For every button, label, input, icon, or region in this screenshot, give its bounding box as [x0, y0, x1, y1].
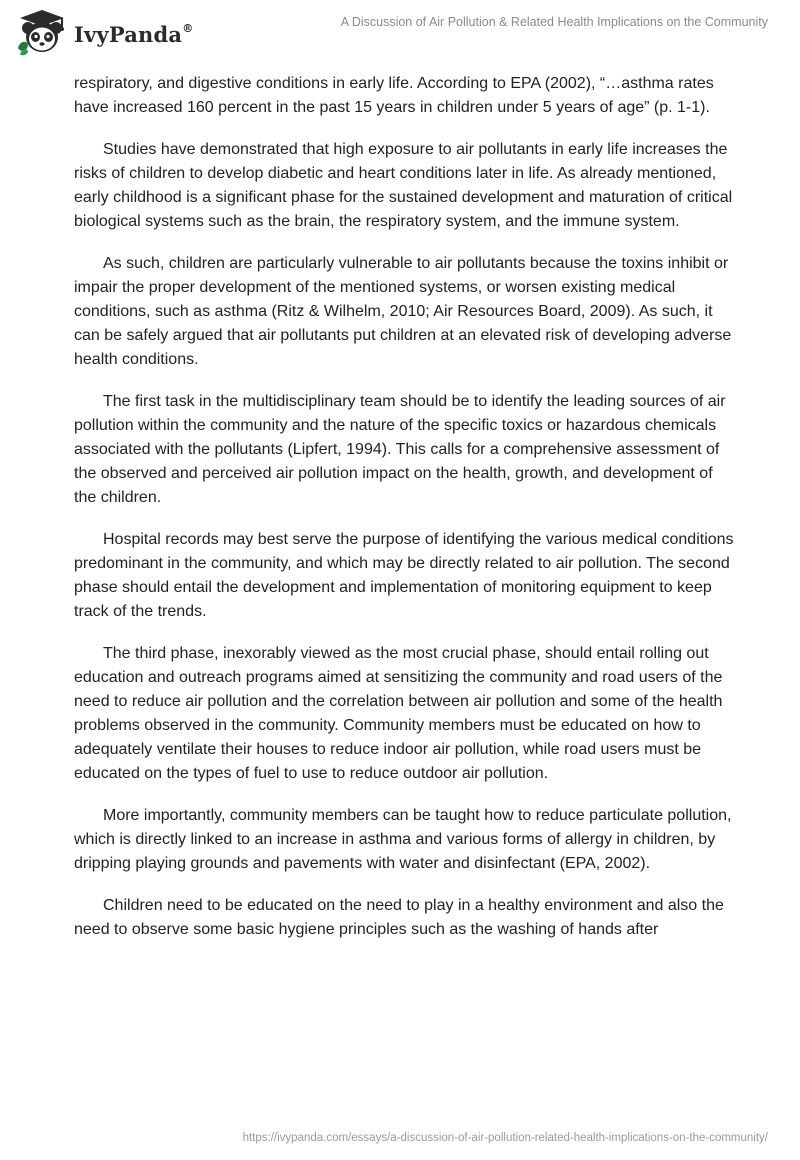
- paragraph-4: The first task in the multidisciplinary team should be to identify the leading sources of air pollution within the community and the nature of the specific toxics or hazardous chemicals associated with the pollutants (Lipfert, 1994). This calls for a comprehensive assessment of the observed and perceived air pollution impact on the health, growth, and development of the children.: [74, 393, 726, 506]
- paragraph-8: Children need to be educated on the need to play in a healthy environment and also the need to observe some basic hygiene principles such as the washing of hands after: [74, 897, 724, 938]
- source-url[interactable]: https://ivypanda.com/essays/a-discussion-of-air-pollution-related-health-implications-on-the-community/: [242, 1132, 768, 1144]
- paragraph-2: Studies have demonstrated that high exposure to air pollutants in early life increases the risks of children to develop diabetic and heart conditions later in life. As already mentioned, early childhood is a significant phase for the sustained development and maturation of critical biological systems such as the brain, the respiratory system, and the immune system.: [74, 141, 733, 230]
- panda-graduate-icon: [14, 8, 70, 56]
- paragraph-3: As such, children are particularly vulnerable to air pollutants because the toxins inhibit or impair the proper development of the mentioned systems, or worsen existing medical conditions, such as asthma (Ritz & Wilhelm, 2010; Air Resources Board, 2009). As such, it can be safely argued that air pollutants put children at an elevated risk of developing adverse health conditions.: [74, 255, 732, 368]
- logo-text: IvyPanda®: [74, 21, 194, 47]
- registered-mark: ®: [182, 21, 194, 35]
- page-header: [0, 0, 800, 70]
- ivypanda-logo[interactable]: [14, 8, 193, 56]
- document-title: A Discussion of Air Pollution & Related Health Implications on the Community: [340, 15, 768, 29]
- essay-body: [74, 72, 734, 960]
- paragraph-7: More importantly, community members can be taught how to reduce particulate pollution, which is directly linked to an increase in asthma and various forms of allergy in children, by dripping playing grounds and pavements with water and disinfectant (EPA, 2002).: [74, 807, 732, 872]
- paragraph-1: respiratory, and digestive conditions in early life. According to EPA (2002), “…asthma rates have increased 160 percent in the past 15 years in children under 5 years of age” (p. 1-1).: [74, 75, 714, 116]
- paragraph-6: The third phase, inexorably viewed as the most crucial phase, should entail rolling out education and outreach programs aimed at sensitizing the community and road users of the need to reduce air pollution and the correlation between air pollution and some of the health problems observed in the community. Community members must be educated on how to adequately ventilate their houses to reduce indoor air pollution, while road users must be educated on the types of fuel to use to reduce outdoor air pollution.: [74, 645, 723, 782]
- paragraph-5: Hospital records may best serve the purpose of identifying the various medical conditions predominant in the community, and which may be directly related to air pollution. The second phase should entail the development and implementation of monitoring equipment to keep track of the trends.: [74, 531, 734, 620]
